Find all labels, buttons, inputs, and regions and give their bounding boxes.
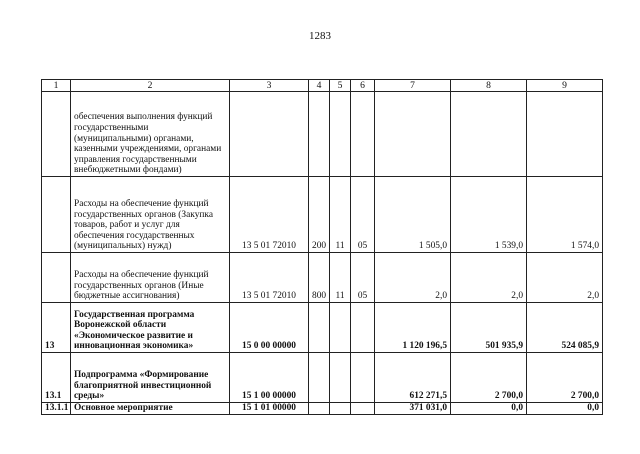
row-col5-cell: [330, 303, 351, 353]
header-cell: 6: [351, 80, 375, 92]
table-row: [42, 177, 603, 253]
row-col4-cell: 800: [309, 253, 330, 303]
header-cell: 1: [42, 80, 71, 92]
row-value-7-cell: 1 505,0: [375, 177, 451, 253]
row-value-8-cell: [451, 92, 527, 177]
table-row: [42, 253, 603, 303]
table-row: [42, 303, 603, 353]
header-cell: 9: [527, 80, 603, 92]
header-cell: 7: [375, 80, 451, 92]
row-value-9-cell: 1 574,0: [527, 177, 603, 253]
table-header-row: [42, 80, 603, 92]
row-code-cell: 13 5 01 72010: [230, 253, 309, 303]
row-col4-cell: [309, 92, 330, 177]
row-col4-cell: [309, 303, 330, 353]
table-row: [42, 353, 603, 403]
row-col6-cell: [351, 92, 375, 177]
row-name-cell: обеспечения выполнения функций государственными (муниципальными) органами, казенными учреждениями, органами управления государственными внебюджетными фондами): [71, 92, 230, 177]
row-name-cell: Расходы на обеспечение функций государственных органов (Иные бюджетные ассигнования): [71, 253, 230, 303]
row-number-cell: [42, 92, 71, 177]
row-col5-cell: 11: [330, 253, 351, 303]
row-code-cell: 15 0 00 00000: [230, 303, 309, 353]
row-value-9-cell: 2,0: [527, 253, 603, 303]
row-value-9-cell: 524 085,9: [527, 303, 603, 353]
row-number-cell: 13: [42, 303, 71, 353]
row-value-7-cell: 612 271,5: [375, 353, 451, 403]
row-col6-cell: [351, 303, 375, 353]
row-value-9-cell: 0,0: [527, 403, 603, 415]
row-col5-cell: [330, 353, 351, 403]
row-name-cell: Основное мероприятие: [71, 403, 230, 415]
row-value-8-cell: 1 539,0: [451, 177, 527, 253]
row-value-8-cell: 2,0: [451, 253, 527, 303]
row-code-cell: 15 1 00 00000: [230, 353, 309, 403]
row-col6-cell: 05: [351, 177, 375, 253]
row-code-cell: 15 1 01 00000: [230, 403, 309, 415]
header-cell: 3: [230, 80, 309, 92]
row-name-cell: Государственная программа Воронежской области «Экономическое развитие и инновационная экономика»: [71, 303, 230, 353]
row-value-7-cell: 371 031,0: [375, 403, 451, 415]
row-code-cell: 13 5 01 72010: [230, 177, 309, 253]
row-value-8-cell: 501 935,9: [451, 303, 527, 353]
header-cell: 5: [330, 80, 351, 92]
table-row: [42, 92, 603, 177]
row-col4-cell: [309, 403, 330, 415]
header-cell: 4: [309, 80, 330, 92]
row-name-cell: Подпрограмма «Формирование благоприятной инвестиционной среды»: [71, 353, 230, 403]
row-value-9-cell: 2 700,0: [527, 353, 603, 403]
row-number-cell: 13.1: [42, 353, 71, 403]
row-value-8-cell: 0,0: [451, 403, 527, 415]
row-value-7-cell: 1 120 196,5: [375, 303, 451, 353]
row-col4-cell: [309, 353, 330, 403]
header-cell: 2: [71, 80, 230, 92]
row-col6-cell: 05: [351, 253, 375, 303]
row-col5-cell: [330, 92, 351, 177]
row-value-7-cell: [375, 92, 451, 177]
header-cell: 8: [451, 80, 527, 92]
row-col5-cell: 11: [330, 177, 351, 253]
row-col5-cell: [330, 403, 351, 415]
budget-table: [41, 79, 603, 415]
row-col4-cell: 200: [309, 177, 330, 253]
row-name-cell: Расходы на обеспечение функций государственных органов (Закупка товаров, работ и услуг для обеспечения государственных (муниципальных) нужд): [71, 177, 230, 253]
table-row: [42, 403, 603, 415]
row-code-cell: [230, 92, 309, 177]
row-value-9-cell: [527, 92, 603, 177]
row-number-cell: 13.1.1: [42, 403, 71, 415]
row-value-7-cell: 2,0: [375, 253, 451, 303]
row-col6-cell: [351, 353, 375, 403]
row-value-8-cell: 2 700,0: [451, 353, 527, 403]
row-number-cell: [42, 177, 71, 253]
row-col6-cell: [351, 403, 375, 415]
row-number-cell: [42, 253, 71, 303]
page-number: 1283: [309, 30, 331, 42]
